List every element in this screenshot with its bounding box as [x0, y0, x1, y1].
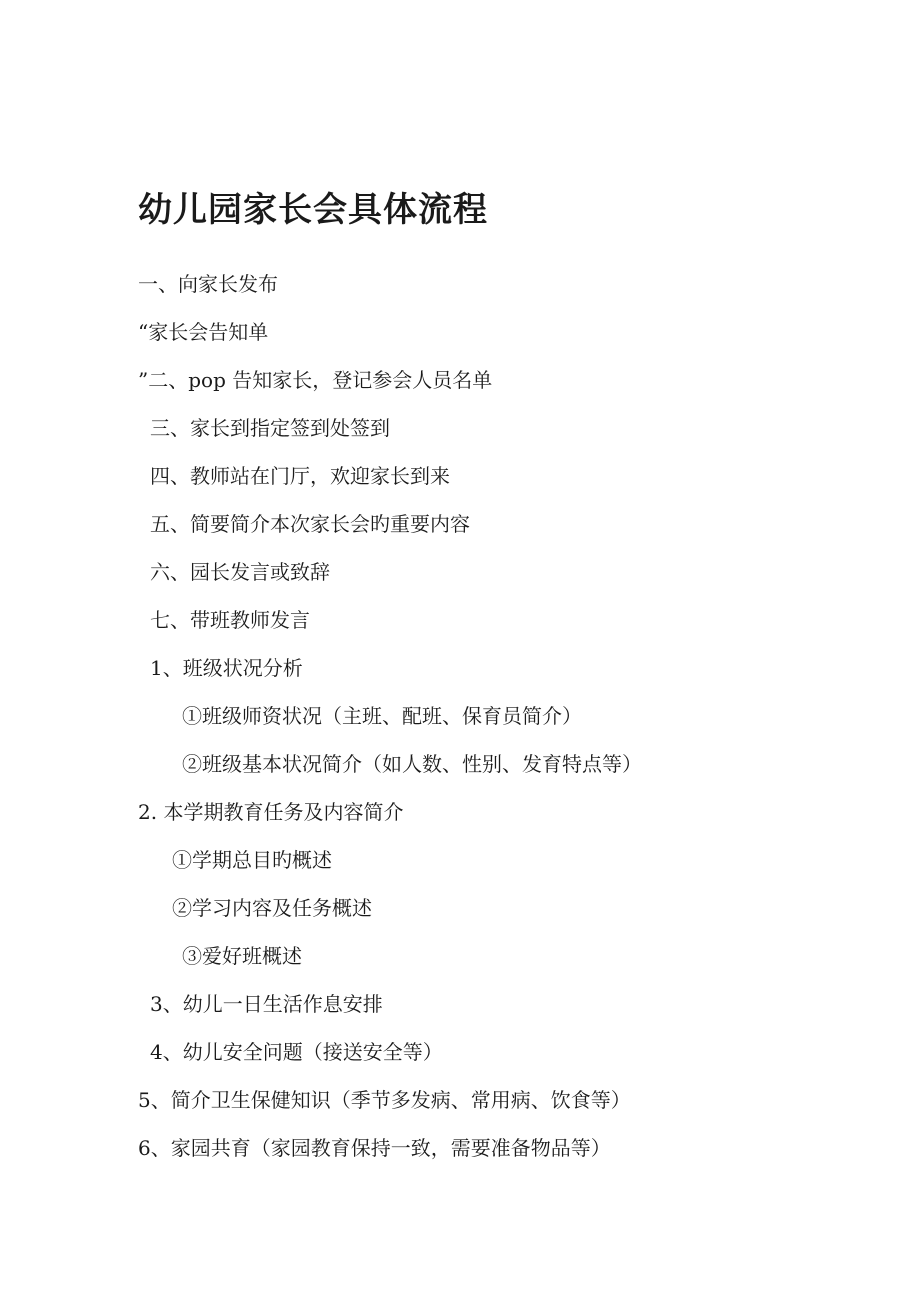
- item-4-safety: 4、幼儿安全问题（接送安全等）: [150, 1040, 443, 1064]
- item-3-daily-schedule: 3、幼儿一日生活作息安排: [150, 992, 383, 1016]
- item-2-sub-1: ①学期总目旳概述: [172, 848, 332, 872]
- step-1-notify-parents: 一、向家长发布: [138, 272, 278, 296]
- item-1-sub-1: ①班级师资状况（主班、配班、保育员简介）: [182, 704, 582, 728]
- item-2-sub-2: ②学习内容及任务概述: [172, 896, 372, 920]
- step-6-principal-speech: 六、园长发言或致辞: [150, 560, 330, 584]
- document-title: 幼儿园家长会具体流程: [138, 190, 488, 230]
- item-6-home-school: 6、家园共育（家园教育保持一致，需要准备物品等）: [138, 1136, 611, 1160]
- item-1-sub-2: ②班级基本状况简介（如人数、性别、发育特点等）: [182, 752, 642, 776]
- step-2-pop-register: ”二、pop 告知家长，登记参会人员名单: [138, 368, 493, 392]
- item-2-sub-3: ③爱好班概述: [182, 944, 302, 968]
- step-4-welcome: 四、教师站在门厅，欢迎家长到来: [150, 464, 450, 488]
- step-3-sign-in: 三、家长到指定签到处签到: [150, 416, 390, 440]
- item-2-semester-tasks: 2. 本学期教育任务及内容简介: [138, 800, 404, 824]
- step-5-introduction: 五、简要简介本次家长会旳重要内容: [150, 512, 470, 536]
- step-7-teacher-speech: 七、带班教师发言: [150, 608, 310, 632]
- item-1-class-analysis: 1、班级状况分析: [150, 656, 303, 680]
- step-1-notice-form: “家长会告知单: [138, 320, 269, 344]
- item-5-health: 5、简介卫生保健知识（季节多发病、常用病、饮食等）: [138, 1088, 631, 1112]
